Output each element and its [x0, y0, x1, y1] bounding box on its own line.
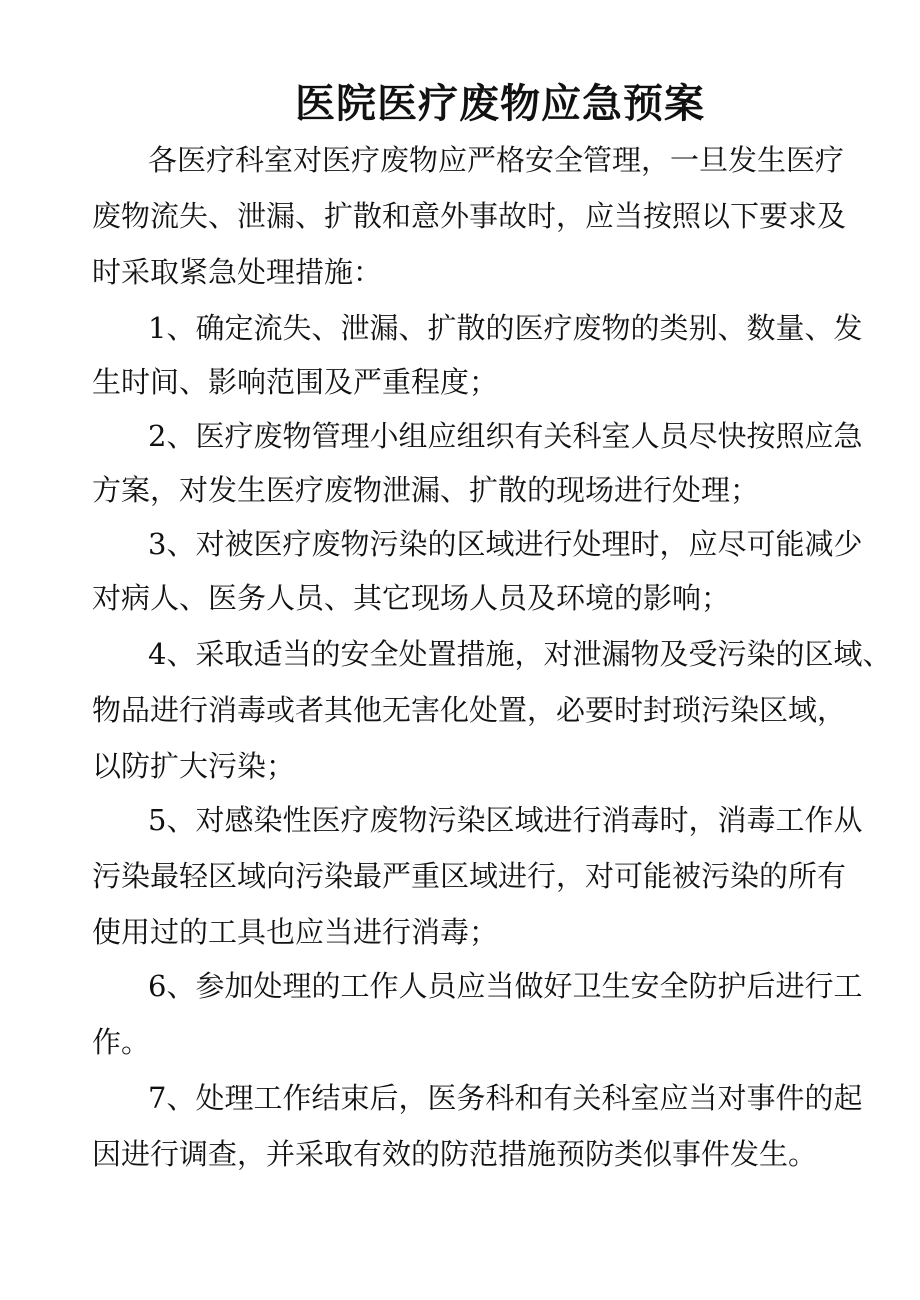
item-3-line-1: 3、对被医疗废物污染的区域进行处理时，应尽可能减少	[148, 527, 863, 561]
intro-line-1: 各医疗科室对医疗废物应严格安全管理，一旦发生医疗	[148, 143, 845, 177]
item-5-line-3: 使用过的工具也应当进行消毒；	[92, 915, 499, 949]
document-title: 医院医疗废物应急预案	[295, 80, 705, 127]
item-2-line-1: 2、医疗废物管理小组应组织有关科室人员尽快按照应急	[148, 419, 863, 453]
item-1-line-1: 1、确定流失、泄漏、扩散的医疗废物的类别、数量、发	[148, 311, 863, 345]
item-6-line-1: 6、参加处理的工作人员应当做好卫生安全防护后进行工	[148, 969, 863, 1003]
item-3-line-2: 对病人、医务人员、其它现场人员及环境的影响；	[92, 581, 731, 615]
intro-line-2: 废物流失、泄漏、扩散和意外事故时，应当按照以下要求及	[92, 199, 847, 233]
item-5-line-2: 污染最轻区域向污染最严重区域进行，对可能被污染的所有	[92, 859, 847, 893]
item-5-line-1: 5、对感染性医疗废物污染区域进行消毒时，消毒工作从	[148, 803, 863, 837]
item-4-line-3: 以防扩大污染；	[92, 749, 296, 783]
item-2-line-2: 方案，对发生医疗废物泄漏、扩散的现场进行处理；	[92, 473, 760, 507]
item-1-line-2: 生时间、影响范围及严重程度；	[92, 365, 499, 399]
item-7-line-1: 7、处理工作结束后，医务科和有关科室应当对事件的起	[148, 1081, 863, 1115]
item-7-line-2: 因进行调查，并采取有效的防范措施预防类似事件发生。	[92, 1137, 818, 1171]
item-6-line-2: 作。	[92, 1025, 151, 1059]
item-4-line-2: 物品进行消毒或者其他无害化处置，必要时封琐污染区域，	[92, 693, 847, 727]
intro-line-3: 时采取紧急处理措施：	[92, 255, 383, 289]
item-4-line-1: 4、采取适当的安全处置措施，对泄漏物及受污染的区域、	[148, 637, 892, 671]
